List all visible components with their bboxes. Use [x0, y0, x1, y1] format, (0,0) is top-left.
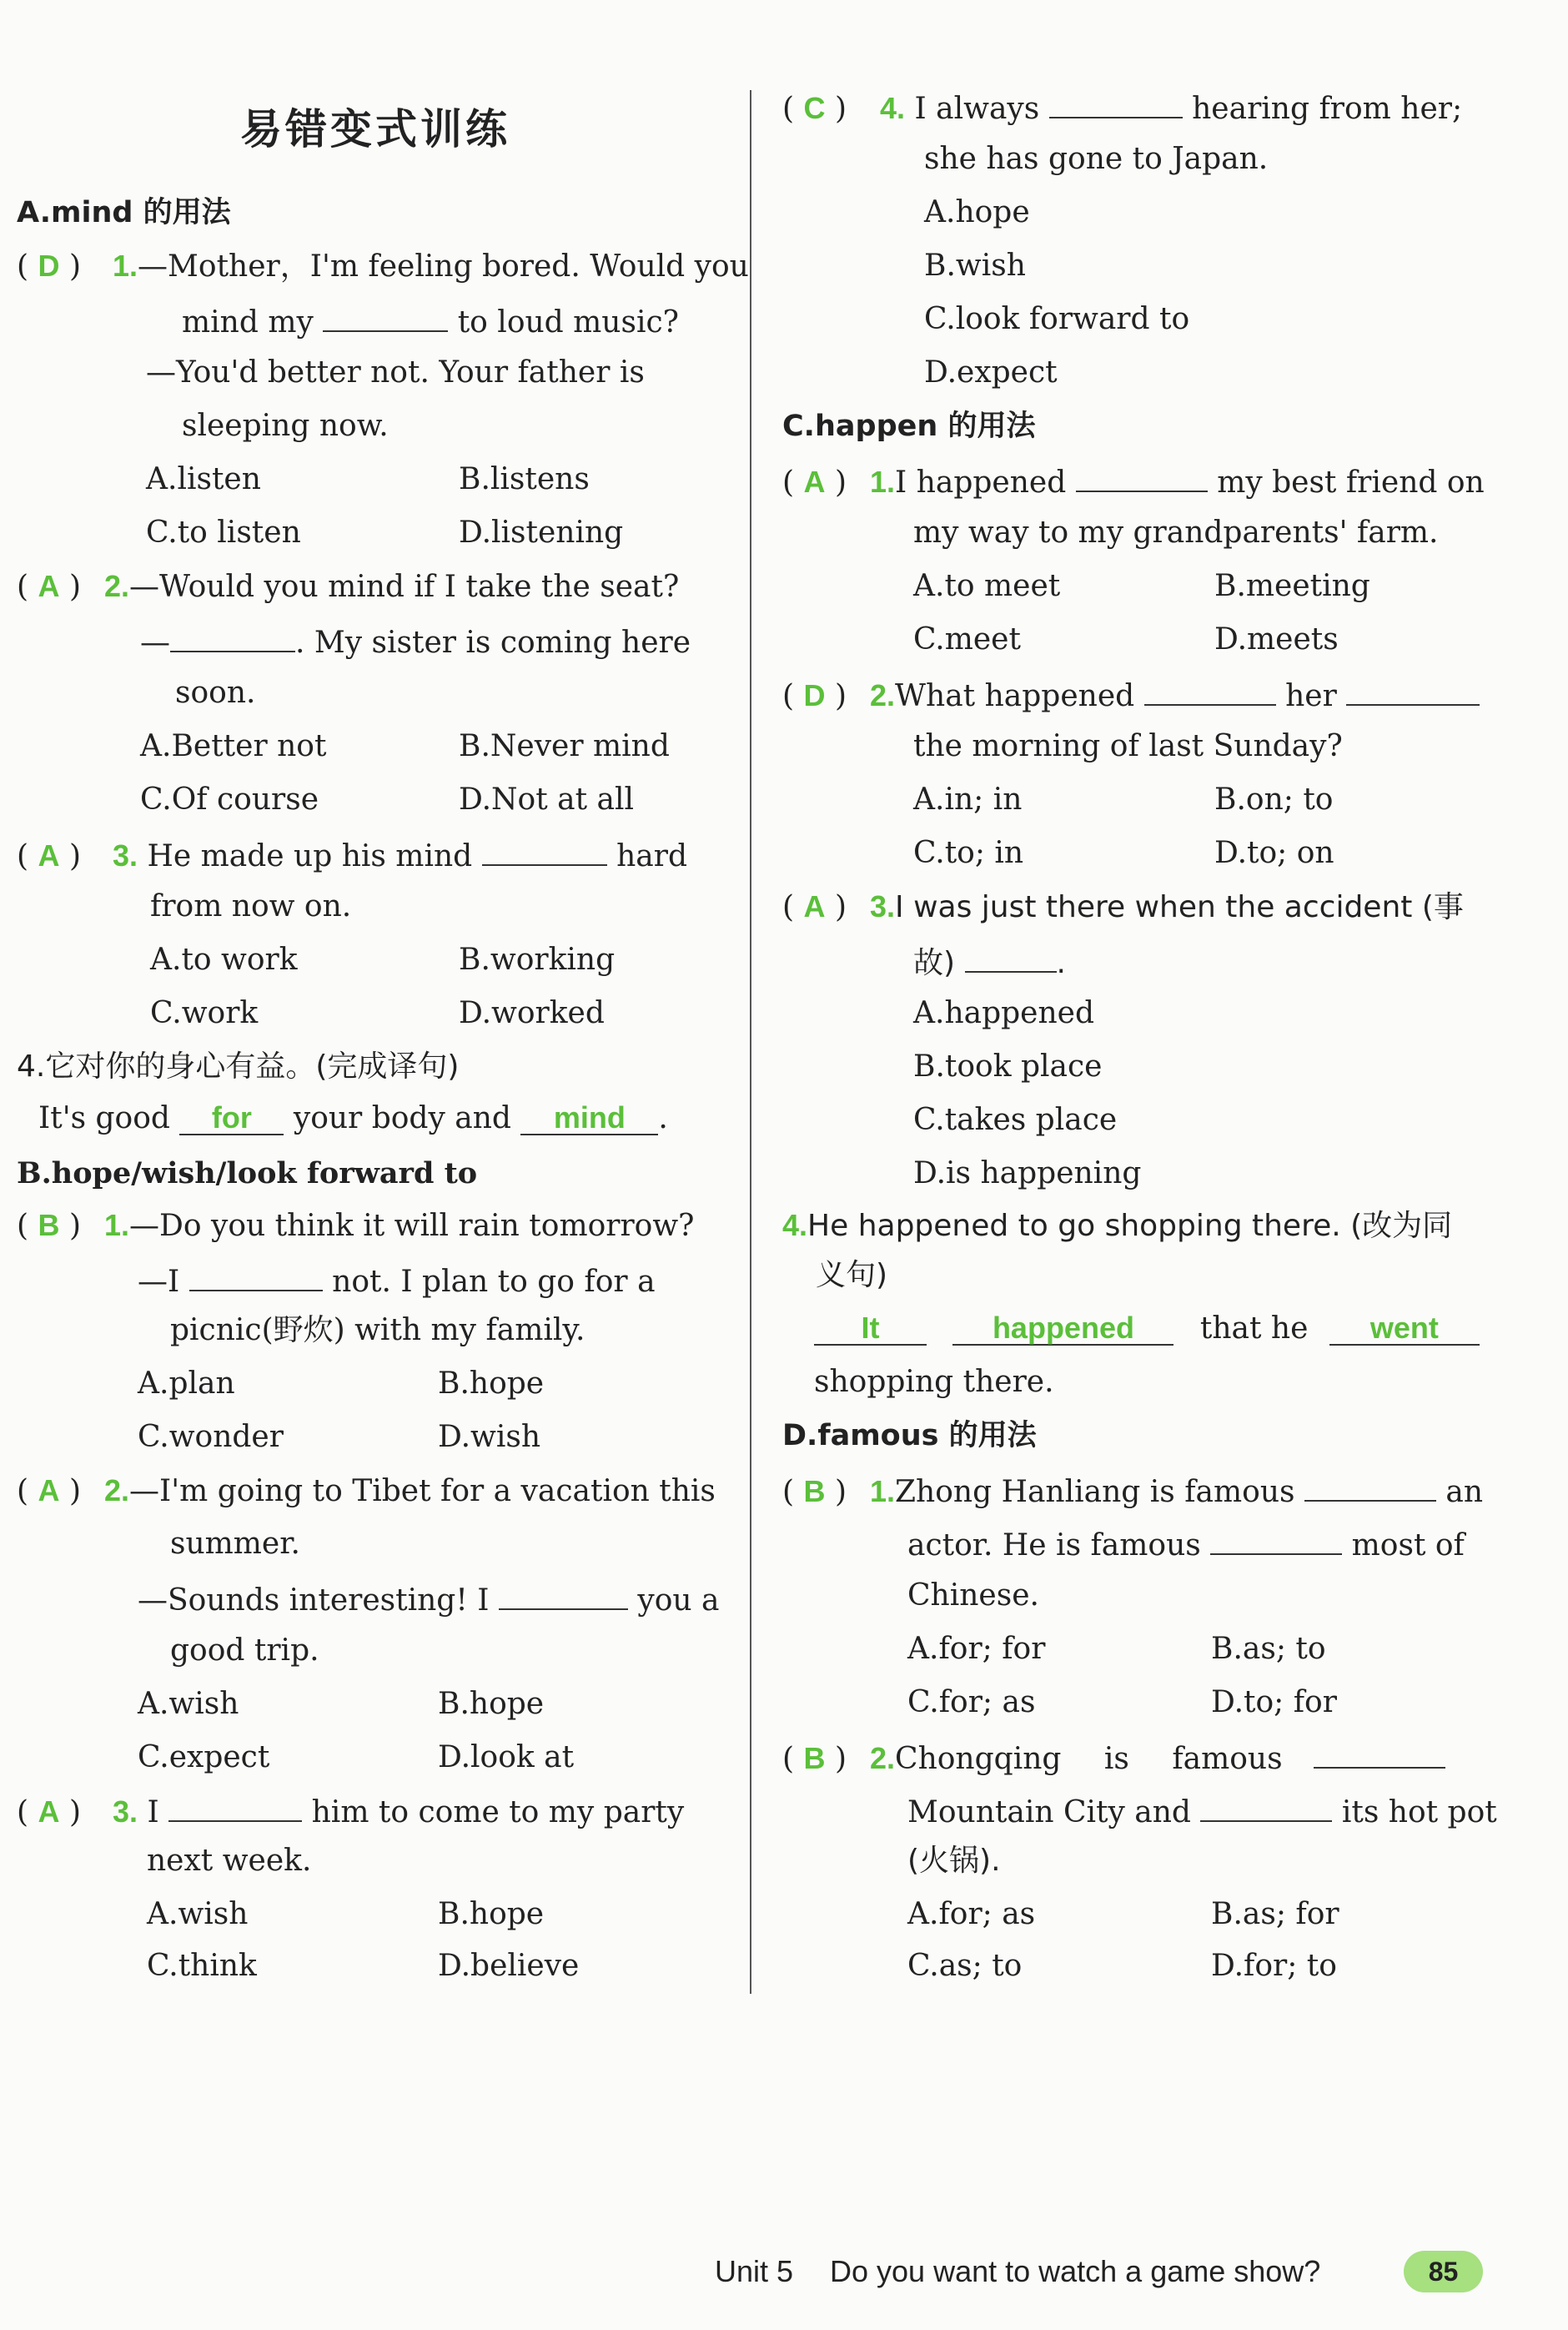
answer-blank[interactable]	[965, 941, 1057, 973]
option-d[interactable]: D.Not at all	[459, 783, 634, 817]
question-c4-answer-line: It happened that he went	[814, 1310, 1480, 1348]
option-d[interactable]: D.worked	[459, 996, 605, 1030]
answer-blank[interactable]	[189, 1260, 323, 1291]
question-d2-line2: Mountain City and its hot pot	[907, 1790, 1497, 1832]
question-c2-stem: ( D ) 2.What happened her	[782, 674, 1480, 716]
option-d[interactable]: D.is happening	[913, 1156, 1142, 1190]
answer-blank[interactable]	[1200, 1790, 1332, 1822]
question-number: 3.	[870, 889, 896, 923]
question-b2-line4: good trip.	[170, 1633, 319, 1668]
question-number: 2.	[104, 569, 130, 603]
question-c1-line2: my way to my grandparents' farm.	[913, 516, 1439, 550]
option-a[interactable]: A.for; as	[907, 1897, 1036, 1931]
question-c1-stem: ( A ) 1.I happened my best friend on	[782, 460, 1485, 502]
question-text: —Mother，I'm feeling bored. Would you	[138, 249, 749, 284]
question-text: —Do you think it will rain tomorrow?	[129, 1209, 695, 1243]
question-c4-line2: 义句)	[816, 1258, 888, 1292]
question-c2-line2: the morning of last Sunday?	[913, 729, 1343, 763]
option-d[interactable]: D.listening	[459, 516, 624, 550]
question-b1-stem: ( B ) 1.—Do you think it will rain tomorrow?	[17, 1208, 695, 1243]
question-number: 4.	[880, 91, 906, 125]
answer-blank[interactable]	[482, 834, 607, 866]
question-number: 1.	[113, 249, 138, 283]
option-a[interactable]: A.wish	[138, 1687, 239, 1721]
question-a3-stem: ( A ) 3. He made up his mind hard	[17, 834, 687, 876]
answer-a2: A	[38, 569, 60, 603]
question-b1-line2: —I not. I plan to go for a	[138, 1260, 656, 1301]
answer-blank[interactable]	[168, 1790, 302, 1822]
answer-b3: A	[38, 1794, 60, 1829]
option-c[interactable]: C.expect	[138, 1740, 270, 1774]
answer-blank[interactable]	[1346, 674, 1480, 706]
question-a2-stem: ( A ) 2.—Would you mind if I take the seat?	[17, 569, 680, 604]
answer-blank[interactable]	[170, 621, 295, 652]
option-b[interactable]: B.Never mind	[459, 729, 670, 763]
question-b4-stem: ( C ) 4. I always hearing from her;	[782, 87, 1462, 128]
section-heading-c: C.happen 的用法	[782, 410, 1036, 443]
option-c[interactable]: C.meet	[913, 622, 1021, 657]
answer-c2: D	[803, 678, 826, 712]
question-number: 2.	[870, 678, 896, 712]
question-b3-stem: ( A ) 3. I him to come to my party	[17, 1790, 684, 1832]
option-a[interactable]: A.listen	[146, 462, 261, 496]
question-a1-line4: sleeping now.	[182, 409, 389, 443]
answer-c1: A	[803, 465, 826, 499]
option-d[interactable]: D.wish	[438, 1420, 541, 1454]
question-c4-line4: shopping there.	[814, 1365, 1054, 1399]
question-number: 3.	[113, 1794, 138, 1829]
filled-answer: happened	[952, 1312, 1173, 1346]
answer-b2: A	[38, 1473, 60, 1507]
question-text: —Would you mind if I take the seat?	[129, 570, 680, 604]
option-d[interactable]: D.look at	[438, 1740, 575, 1774]
question-a1-line3: —You'd better not. Your father is	[146, 355, 645, 390]
question-a1-stem: ( D ) 1.—Mother，I'm feeling bored. Would you	[17, 249, 749, 284]
answer-blank[interactable]	[323, 300, 448, 332]
section-heading-b: B.hope/wish/look forward to	[17, 1156, 478, 1190]
question-c4-stem	[782, 1206, 1452, 1246]
answer-b4: C	[803, 91, 826, 125]
question-text: I was just there when the accident (事	[895, 890, 1464, 924]
filled-answer: went	[1329, 1312, 1480, 1346]
question-d1-stem: ( B ) 1.Zhong Hanliang is famous an	[782, 1470, 1483, 1512]
option-b[interactable]: B.took place	[913, 1049, 1103, 1084]
question-b2-line3: —Sounds interesting! I you a	[138, 1578, 720, 1620]
footer-subtitle: Do you want to watch a game show?	[830, 2254, 1321, 2288]
question-number: 3.	[113, 838, 138, 873]
filled-answer: It	[814, 1312, 927, 1346]
option-b[interactable]: B.as; to	[1211, 1632, 1326, 1666]
question-d2-line3: (火锅).	[907, 1844, 1001, 1878]
question-number: 4.	[782, 1208, 808, 1242]
footer-unit: Unit 5	[715, 2254, 794, 2288]
option-d[interactable]: D.expect	[924, 355, 1058, 390]
answer-a1: D	[38, 249, 60, 283]
page-number-badge	[1404, 2251, 1483, 2292]
question-d1-line3: Chinese.	[907, 1578, 1039, 1613]
question-b3-line2: next week.	[147, 1844, 312, 1878]
option-d[interactable]: D.to; on	[1214, 836, 1334, 870]
option-b[interactable]: B.hope	[438, 1687, 545, 1721]
question-c3-stem: ( A ) 3.I was just there when the accident (事	[782, 889, 1464, 924]
filled-answer: mind	[520, 1102, 658, 1135]
question-b4-line2: she has gone to Japan.	[924, 142, 1269, 176]
option-c[interactable]: C.takes place	[913, 1103, 1118, 1137]
question-b1-line3: picnic(野炊) with my family.	[170, 1313, 585, 1347]
question-a4-prompt: 4.它对你的身心有益。(完成译句)	[17, 1049, 460, 1084]
option-c[interactable]: C.as; to	[907, 1949, 1023, 1983]
option-d[interactable]: D.for; to	[1211, 1949, 1337, 1983]
question-a4-sentence: It's good for your body and mind .	[38, 1100, 668, 1135]
option-b[interactable]: B.meeting	[1214, 569, 1370, 603]
question-a2-line2: — . My sister is coming here	[140, 621, 691, 662]
option-b[interactable]: B.wish	[924, 249, 1026, 283]
answer-b1: B	[38, 1208, 60, 1242]
option-c[interactable]: C.work	[150, 996, 259, 1030]
question-text: —I'm going to Tibet for a vacation this	[129, 1474, 716, 1508]
question-number: 1.	[870, 1474, 896, 1508]
option-c[interactable]: C.think	[147, 1949, 257, 1983]
answer-blank[interactable]	[1210, 1523, 1342, 1555]
section-heading-d: D.famous 的用法	[782, 1419, 1037, 1452]
option-c[interactable]: C.to listen	[146, 516, 301, 550]
option-a[interactable]: A.Better not	[140, 729, 327, 763]
question-b2-line2: summer.	[170, 1527, 300, 1561]
answer-blank[interactable]	[1076, 460, 1208, 492]
question-number: 1.	[870, 465, 896, 499]
question-c3-line2: 故) .	[913, 941, 1066, 983]
answer-blank[interactable]	[1304, 1470, 1436, 1502]
option-a[interactable]: A.for; for	[907, 1632, 1046, 1666]
answer-blank[interactable]	[1314, 1737, 1445, 1769]
question-a2-line3: soon.	[175, 676, 256, 710]
page-number: 85	[1428, 2256, 1459, 2287]
option-b[interactable]: B.on; to	[1214, 783, 1334, 817]
option-a[interactable]: A.to meet	[913, 569, 1061, 603]
option-b[interactable]: B.listens	[459, 462, 590, 496]
filled-answer: for	[179, 1102, 284, 1135]
question-number: 1.	[104, 1208, 130, 1242]
answer-blank[interactable]	[1049, 87, 1183, 118]
option-a[interactable]: A.to work	[150, 943, 298, 977]
option-c[interactable]: C.look forward to	[924, 302, 1190, 336]
answer-a3: A	[38, 838, 60, 873]
option-b[interactable]: B.as; for	[1211, 1897, 1339, 1931]
answer-blank[interactable]	[1144, 674, 1276, 706]
answer-d2: B	[803, 1741, 826, 1775]
question-b2-stem: ( A ) 2.—I'm going to Tibet for a vacation this	[17, 1473, 716, 1508]
question-text: He happened to go shopping there. (改为同	[807, 1209, 1453, 1243]
option-c[interactable]: C.Of course	[140, 783, 319, 817]
option-a[interactable]: A.hope	[924, 195, 1030, 229]
option-d[interactable]: D.believe	[438, 1949, 580, 1983]
option-b[interactable]: B.working	[459, 943, 616, 977]
option-b[interactable]: B.hope	[438, 1897, 545, 1931]
answer-blank[interactable]	[499, 1578, 628, 1610]
question-d1-line2: actor. He is famous most of	[907, 1523, 1465, 1565]
answer-c3: A	[803, 889, 826, 923]
option-d[interactable]: D.to; for	[1211, 1685, 1337, 1719]
option-c[interactable]: C.for; as	[907, 1685, 1036, 1719]
option-d[interactable]: D.meets	[1214, 622, 1339, 657]
option-c[interactable]: C.wonder	[138, 1420, 284, 1454]
page-title: 易错变式训练	[240, 105, 510, 153]
option-b[interactable]: B.hope	[438, 1366, 545, 1401]
column-divider	[750, 90, 751, 1994]
option-a[interactable]: A.happened	[913, 996, 1095, 1030]
option-c[interactable]: C.to; in	[913, 836, 1024, 870]
question-number: 2.	[104, 1473, 130, 1507]
section-heading-a: A.mind 的用法	[17, 196, 231, 229]
answer-d1: B	[803, 1474, 826, 1508]
question-number: 2.	[870, 1741, 896, 1775]
question-a1-line2: mind my to loud music?	[182, 300, 679, 342]
option-a[interactable]: A.in; in	[913, 783, 1023, 817]
question-a3-line2: from now on.	[150, 889, 352, 923]
question-text: Chongqing is famous	[895, 1742, 1283, 1776]
option-a[interactable]: A.plan	[138, 1366, 235, 1401]
option-a[interactable]: A.wish	[147, 1897, 249, 1931]
question-d2-stem: ( B ) 2.Chongqing is famous	[782, 1737, 1445, 1779]
